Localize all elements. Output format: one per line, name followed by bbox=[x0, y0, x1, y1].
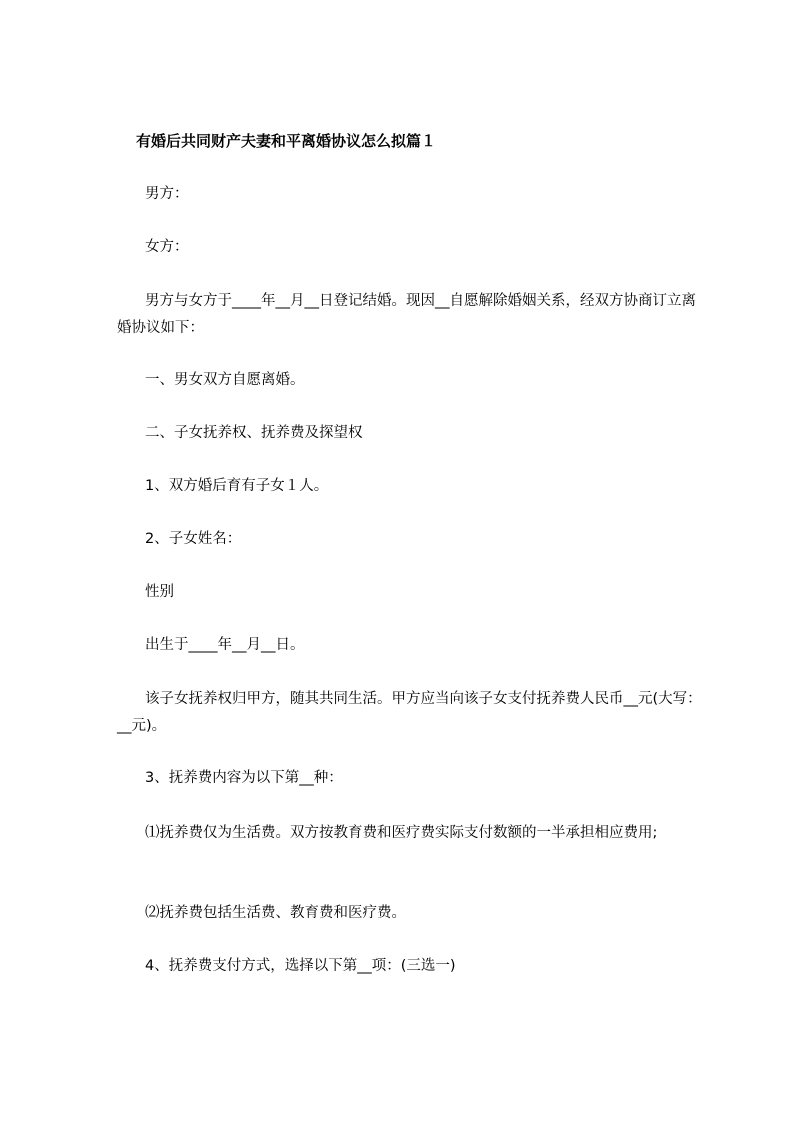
paragraph-child-birth: 出生于____年__月__日。 bbox=[145, 637, 305, 653]
paragraph-children-count: 1、双方婚后育有子女１人。 bbox=[145, 478, 329, 494]
paragraph-support-content: 3、抚养费内容为以下第__种： bbox=[145, 770, 343, 786]
paragraph-clause-1: 一、男女双方自愿离婚。 bbox=[145, 372, 305, 388]
paragraph-custody: 该子女抚养权归甲方，随其共同生活。甲方应当向该子女支付抚养费人民币__元(大写：__元)。 bbox=[117, 691, 702, 734]
paragraph-female-party: 女方： bbox=[145, 239, 189, 255]
paragraph-clause-2-heading: 二、子女抚养权、抚养费及探望权 bbox=[145, 425, 363, 441]
paragraph-marriage-intro: 男方与女方于____年__月__日登记结婚。现因__自愿解除婚姻关系，经双方协商订立离婚协议如下： bbox=[117, 293, 696, 336]
paragraph-support-option-1: ⑴抚养费仅为生活费。双方按教育费和医疗费实际支付数额的一半承担相应费用; bbox=[145, 825, 658, 841]
paragraph-child-gender: 性别 bbox=[145, 584, 174, 600]
paragraph-male-party: 男方： bbox=[145, 186, 189, 202]
document-title: 有婚后共同财产夫妻和平离婚协议怎么拟篇１ bbox=[136, 132, 437, 150]
paragraph-child-name: 2、子女姓名： bbox=[145, 531, 242, 547]
paragraph-support-option-2: ⑵抚养费包括生活费、教育费和医疗费。 bbox=[145, 905, 406, 921]
paragraph-payment-method: 4、抚养费支付方式，选择以下第__项：(三选一) bbox=[145, 958, 456, 974]
